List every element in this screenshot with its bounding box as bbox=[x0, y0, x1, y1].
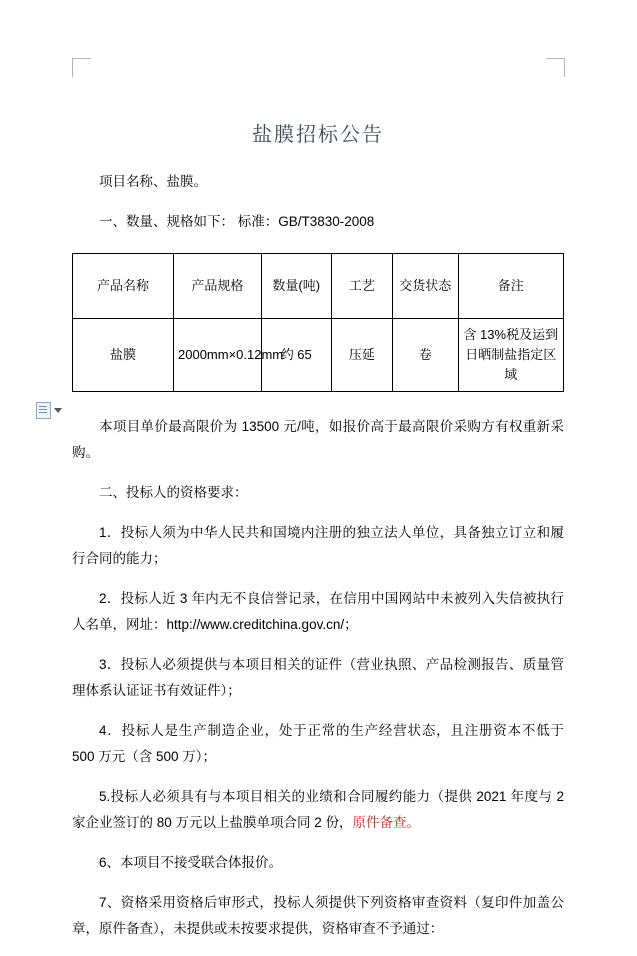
price-limit-paragraph: 本项目单价最高限价为 13500 元/吨，如报价高于最高限价采购方有权重新采购。 bbox=[72, 419, 564, 460]
crop-mark-top-left bbox=[72, 58, 91, 77]
page-title: 盐膜招标公告 bbox=[252, 124, 384, 146]
table-header-row bbox=[73, 254, 564, 319]
chevron-down-icon[interactable] bbox=[54, 408, 62, 413]
floating-object-anchor[interactable] bbox=[36, 402, 66, 418]
requirement-item-7: 7、资格采用资格后审形式，投标人须提供下列资格审查资料（复印件加盖公章，原件备查），未提供或未按要求提供，资格审查不予通过： bbox=[72, 895, 564, 936]
intro-paragraph-2: 一、数量、规格如下： 标准：GB/T3830-2008 bbox=[99, 214, 375, 229]
column-header-quantity: 数量(吨) bbox=[261, 254, 331, 319]
column-header-remarks: 备注 bbox=[458, 254, 563, 319]
cell-remarks: 含 13%税及运到日晒制盐指定区域 bbox=[458, 319, 563, 392]
requirement-item-2: 2．投标人近 3 年内无不良信誉记录，在信用中国网站中未被列入失信被执行人名单，网址：http://www.creditchina.gov.cn/； bbox=[72, 591, 564, 632]
column-header-product-spec: 产品规格 bbox=[174, 254, 262, 319]
column-header-delivery-state: 交货状态 bbox=[392, 254, 458, 319]
cell-product-spec: 2000mm×0.12mm bbox=[174, 319, 262, 392]
requirement-item-5-text: 5.投标人必须具有与本项目相关的业绩和合同履约能力（提供 2021 年度与 2 家企业签订的 80 万元以上盐膜单项合同 2 份， bbox=[72, 789, 564, 830]
document-body bbox=[72, 88, 564, 956]
requirement-item-3: 3．投标人必须提供与本项目相关的证件（营业执照、产品检测报告、质量管理体系认证证书有效证件）； bbox=[72, 657, 564, 698]
cell-quantity: 约 65 bbox=[261, 319, 331, 392]
qualification-heading: 二、投标人的资格要求： bbox=[99, 485, 248, 500]
requirement-item-5 bbox=[72, 784, 564, 836]
document-icon bbox=[36, 402, 51, 419]
crop-mark-top-right bbox=[546, 58, 565, 77]
requirement-item-1: 1．投标人须为中华人民共和国境内注册的独立法人单位，具备独立订立和履行合同的能力； bbox=[72, 525, 564, 566]
specification-table bbox=[72, 253, 564, 392]
requirement-item-4: 4．投标人是生产制造企业，处于正常的生产经营状态，且注册资本不低于 500 万元（含 500 万）； bbox=[72, 723, 564, 764]
intro-paragraph-1: 项目名称、盐膜。 bbox=[99, 174, 207, 189]
column-header-process: 工艺 bbox=[331, 254, 392, 319]
cell-product-name: 盐膜 bbox=[73, 319, 174, 392]
table-row bbox=[73, 319, 564, 392]
cell-delivery-state: 卷 bbox=[392, 319, 458, 392]
column-header-product-name: 产品名称 bbox=[73, 254, 174, 319]
requirement-item-5-highlight: 原件备查。 bbox=[352, 815, 421, 830]
requirement-item-6: 6、本项目不接受联合体报价。 bbox=[99, 855, 283, 870]
cell-process: 压延 bbox=[331, 319, 392, 392]
